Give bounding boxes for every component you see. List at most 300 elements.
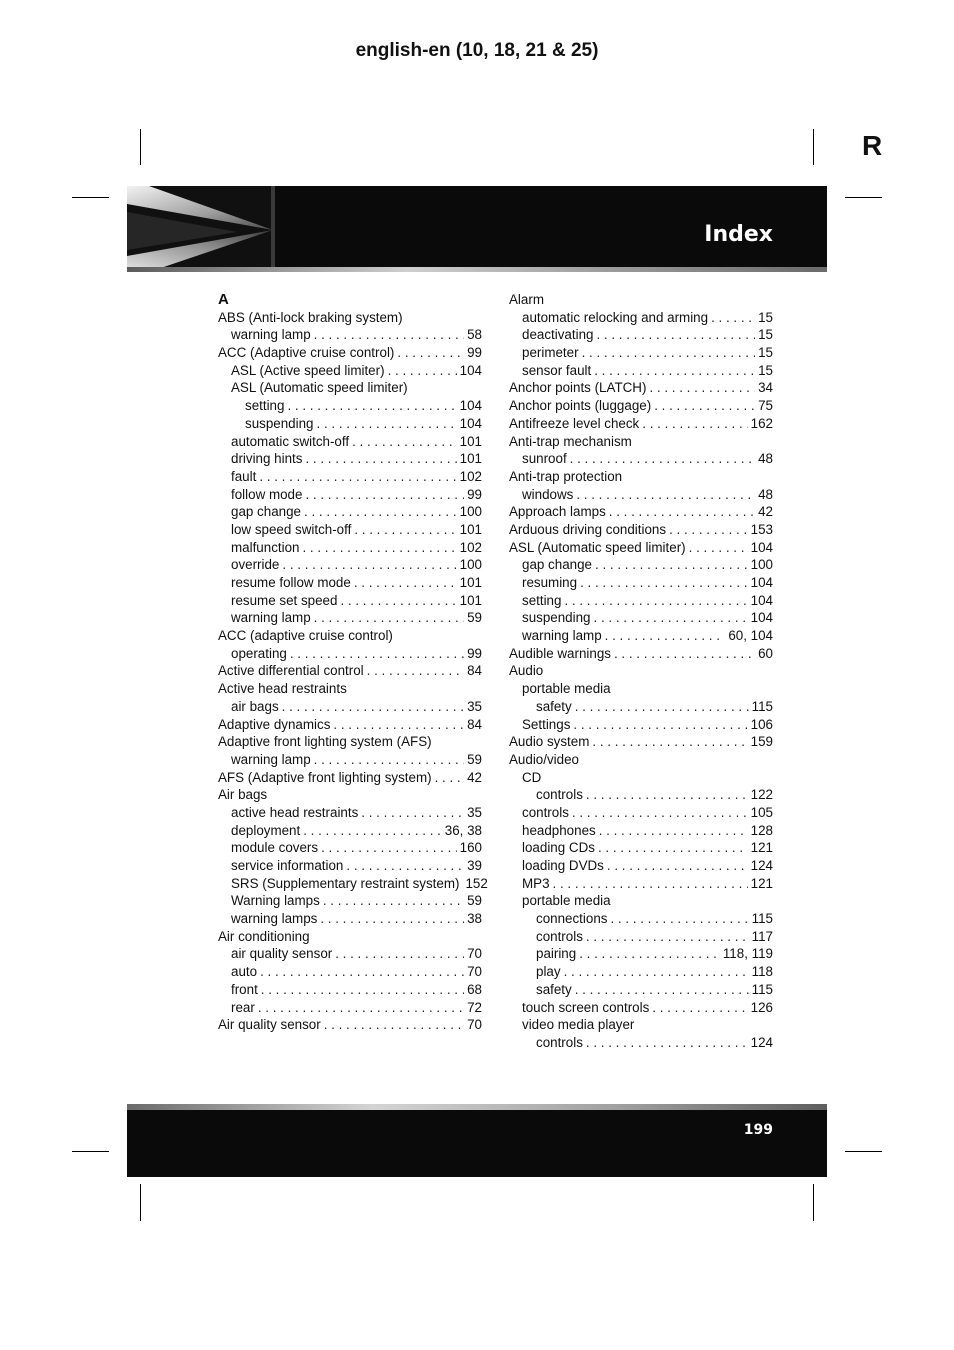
leader-dots	[596, 326, 755, 344]
leader-dots	[649, 379, 755, 397]
index-entry-text: CD	[522, 769, 542, 785]
leader-dots	[575, 698, 749, 716]
index-entry-page: 35	[467, 804, 482, 820]
leader-dots	[599, 822, 748, 840]
leader-dots	[259, 468, 456, 486]
index-entry-page: 121	[750, 840, 773, 856]
index-entry-page: 115	[751, 981, 773, 997]
index-entry-page: 68	[467, 981, 482, 997]
index-entry	[218, 503, 482, 521]
index-entry-page: 115	[751, 698, 773, 714]
index-entry-text: resuming	[522, 575, 578, 590]
index-entry-text: Settings	[522, 716, 571, 732]
index-entry-page: 104	[459, 398, 482, 414]
index-entry-text: Anti-trap protection	[509, 468, 623, 484]
index-entry-text: fault	[231, 468, 257, 484]
footer-bar	[127, 1104, 827, 1177]
index-entry	[509, 786, 773, 804]
index-entry-page: 104	[750, 575, 773, 590]
index-entry	[509, 716, 773, 734]
crop-mark	[140, 129, 141, 165]
leader-dots	[340, 592, 456, 610]
index-entry	[218, 680, 482, 698]
leader-dots	[689, 539, 748, 557]
index-entry	[218, 574, 482, 592]
leader-dots	[397, 344, 464, 362]
index-entry	[509, 521, 773, 539]
leader-dots	[321, 839, 457, 857]
index-entry-page: 84	[467, 716, 482, 732]
index-entry	[218, 751, 482, 769]
leader-dots	[570, 450, 755, 468]
leader-dots	[305, 450, 456, 468]
index-entry	[509, 1016, 773, 1034]
index-entry-text: automatic switch-off	[231, 433, 350, 449]
leader-dots	[553, 875, 748, 893]
index-entry-text: operating	[231, 645, 287, 661]
leader-dots	[652, 999, 747, 1017]
leader-dots	[302, 539, 456, 557]
index-entry	[218, 822, 482, 840]
index-entry	[218, 875, 488, 893]
index-entry	[509, 309, 773, 327]
index-entry	[218, 627, 482, 645]
index-entry	[218, 344, 482, 362]
index-entry-page: 70	[467, 964, 482, 980]
leader-dots	[305, 486, 464, 504]
index-entry-page: 38	[467, 911, 482, 927]
index-entry-page: 101	[459, 592, 482, 608]
index-entry-text: A	[218, 291, 229, 308]
index-entry	[509, 344, 773, 362]
index-entry-text: Approach lamps	[509, 504, 606, 520]
index-column-left	[218, 291, 488, 1034]
index-entry-text: controls	[522, 804, 569, 820]
index-entry	[509, 326, 773, 344]
index-entry	[509, 892, 773, 910]
index-entry-text: ACC (adaptive cruise control)	[218, 628, 393, 644]
index-entry-page: 42	[758, 504, 773, 520]
index-entry-page: 100	[459, 557, 482, 573]
leader-dots	[287, 397, 456, 415]
index-entry	[509, 963, 773, 981]
index-entry-text: warning lamp	[231, 751, 311, 767]
index-entry	[509, 503, 773, 521]
index-entry-page: 15	[758, 327, 773, 343]
index-entry-page: 126	[750, 999, 773, 1015]
crop-mark	[845, 1151, 882, 1152]
index-entry	[509, 733, 773, 751]
index-entry	[218, 910, 482, 928]
index-entry-page: 121	[750, 875, 773, 891]
index-entry	[218, 468, 482, 486]
index-entry-page: 34	[758, 380, 773, 396]
index-entry-text: portable media	[522, 893, 611, 909]
index-entry	[509, 839, 773, 857]
index-entry-page: 106	[750, 716, 773, 732]
index-entry-page: 36, 38	[444, 822, 482, 838]
leader-dots	[614, 645, 755, 663]
index-entry	[509, 981, 773, 999]
leader-dots	[579, 945, 720, 963]
index-entry-text: module covers	[231, 840, 319, 856]
index-entry-page: 72	[467, 999, 482, 1015]
index-entry	[509, 486, 773, 504]
leader-dots	[573, 716, 747, 734]
leader-dots	[586, 928, 749, 946]
index-entry	[509, 556, 773, 574]
index-entry-text: resume set speed	[231, 592, 338, 608]
index-entry	[218, 362, 482, 380]
index-entry-page: 84	[467, 663, 482, 679]
leader-dots	[388, 362, 457, 380]
index-entry-text: Audio system	[509, 734, 590, 750]
index-entry-text: sensor fault	[522, 362, 592, 378]
index-entry	[218, 662, 482, 680]
index-entry	[218, 769, 482, 787]
index-entry-page: 162	[750, 415, 773, 431]
leader-dots	[282, 698, 464, 716]
crop-mark	[72, 1151, 109, 1152]
index-entry-text: MP3	[522, 875, 550, 891]
index-entry-page: 115	[751, 911, 773, 927]
index-entry-text: pairing	[536, 946, 577, 962]
leader-dots	[594, 609, 748, 627]
chevron-logo-graphic	[127, 186, 275, 272]
index-entry-text: ACC (Adaptive cruise control)	[218, 345, 395, 361]
index-entry	[218, 397, 482, 415]
index-entry-page: 124	[750, 1034, 773, 1050]
index-entry-text: controls	[536, 928, 583, 944]
index-entry	[218, 963, 482, 981]
index-entry-text: gap change	[231, 504, 301, 520]
page-number: 199	[743, 1122, 773, 1138]
index-entry	[509, 822, 773, 840]
index-entry	[218, 379, 482, 397]
index-entry-text: setting	[522, 592, 562, 608]
index-entry-text: active head restraints	[231, 804, 359, 820]
index-entry-page: 70	[467, 946, 482, 962]
index-entry-text: connections	[536, 911, 608, 927]
index-entry-page: 160	[459, 840, 482, 856]
index-entry-text: windows	[522, 486, 574, 502]
index-entry-page: 59	[467, 610, 482, 626]
index-entry-page: 15	[758, 309, 773, 325]
index-entry	[218, 309, 482, 327]
index-entry-page: 15	[758, 362, 773, 378]
leader-dots	[598, 839, 748, 857]
crop-mark	[813, 129, 814, 165]
index-entry	[218, 698, 482, 716]
index-entry-text: Antifreeze level check	[509, 415, 640, 431]
index-entry	[218, 804, 482, 822]
index-entry-text: safety	[536, 981, 572, 997]
index-entry-text: front	[231, 981, 258, 997]
index-entry-page: 105	[750, 804, 773, 820]
index-entry-text: ASL (Active speed limiter)	[231, 362, 385, 378]
index-entry-text: perimeter	[522, 345, 579, 361]
index-entry	[509, 433, 773, 451]
index-entry-text: warning lamp	[522, 628, 602, 644]
index-entry	[218, 450, 482, 468]
crop-mark	[140, 1184, 141, 1221]
index-entry-page: 100	[750, 557, 773, 573]
leader-dots	[582, 344, 756, 362]
index-entry-text: video media player	[522, 1017, 635, 1033]
leader-dots	[669, 521, 748, 539]
index-entry-text: air quality sensor	[231, 946, 333, 962]
leader-dots	[323, 892, 464, 910]
index-entry-text: loading CDs	[522, 840, 595, 856]
leader-dots	[592, 733, 747, 751]
index-entry	[509, 857, 773, 875]
leader-dots	[435, 769, 465, 787]
index-entry-page: 60, 104	[728, 628, 773, 644]
index-entry	[509, 291, 773, 309]
index-entry	[509, 662, 773, 680]
index-entry	[218, 539, 482, 557]
index-entry	[509, 574, 773, 592]
index-entry	[218, 786, 482, 804]
index-entry	[509, 362, 773, 380]
section-letter: R	[862, 130, 883, 161]
index-entry-text: suspending	[245, 415, 314, 431]
index-entry	[218, 486, 482, 504]
index-entry-text: deactivating	[522, 327, 594, 343]
leader-dots	[595, 556, 748, 574]
index-entry	[509, 1034, 773, 1052]
index-column-right	[509, 291, 773, 1052]
print-header: english-en (10, 18, 21 & 25)	[355, 40, 599, 61]
index-entry-page: 118, 119	[722, 946, 773, 962]
index-entry-text: Air bags	[218, 787, 268, 803]
index-entry	[218, 433, 482, 451]
leader-dots	[572, 804, 748, 822]
index-entry	[509, 875, 773, 893]
index-entry-page: 100	[459, 504, 482, 520]
leader-dots	[609, 503, 755, 521]
index-entry-text: Warning lamps	[231, 893, 320, 909]
index-entry	[509, 928, 773, 946]
index-entry-page: 124	[750, 858, 773, 873]
leader-dots	[610, 910, 748, 928]
index-entry-page: 101	[459, 433, 482, 449]
crop-mark	[72, 197, 109, 198]
index-entry	[509, 804, 773, 822]
index-entry	[509, 415, 773, 433]
index-entry-page: 59	[467, 751, 482, 767]
index-entry-page: 70	[467, 1017, 482, 1033]
index-entry	[509, 698, 773, 716]
index-entry-page: 104	[750, 592, 773, 608]
index-entry-page: 104	[750, 539, 773, 555]
index-entry	[509, 751, 773, 769]
index-entry-text: portable media	[522, 681, 611, 697]
index-entry	[509, 945, 773, 963]
index-entry	[218, 415, 482, 433]
index-entry	[218, 981, 482, 999]
index-banner	[127, 186, 827, 272]
index-entry-text: controls	[536, 787, 583, 803]
index-entry-page: 104	[750, 610, 773, 626]
index-entry	[509, 627, 773, 645]
index-entry-text: ASL (Automatic speed limiter)	[509, 539, 686, 555]
leader-dots	[304, 503, 457, 521]
leader-dots	[361, 804, 464, 822]
index-entry-text: controls	[536, 1034, 583, 1050]
index-entry-text: warning lamp	[231, 327, 311, 343]
index-entry	[218, 839, 482, 857]
index-entry	[218, 645, 482, 663]
index-entry-text: Air conditioning	[218, 928, 310, 944]
leader-dots	[290, 645, 464, 663]
leader-dots	[258, 999, 464, 1017]
index-entry-page: 101	[459, 575, 482, 590]
index-entry-text: Adaptive dynamics	[218, 716, 331, 732]
index-entry	[218, 928, 482, 946]
index-entry-text: ABS (Anti-lock braking system)	[218, 309, 403, 325]
leader-dots	[303, 822, 442, 840]
leader-dots	[580, 574, 748, 592]
index-entry-text: Adaptive front lighting system (AFS)	[218, 734, 432, 750]
index-entry-page: 48	[758, 486, 773, 502]
index-entry	[218, 521, 482, 539]
index-entry-page: 99	[467, 486, 482, 502]
index-entry-page: 48	[758, 451, 773, 467]
index-entry-page: 118	[751, 964, 773, 980]
index-entry	[218, 945, 482, 963]
index-entry-text: Alarm	[509, 292, 544, 307]
leader-dots	[586, 786, 748, 804]
leader-dots	[314, 609, 464, 627]
index-entry-page: 75	[758, 398, 773, 414]
index-entry	[218, 609, 482, 627]
index-entry-text: Anchor points (luggage)	[509, 398, 652, 414]
index-entry	[218, 556, 482, 574]
leader-dots	[564, 963, 749, 981]
index-entry-text: driving hints	[231, 451, 303, 467]
leader-dots	[594, 362, 755, 380]
index-entry	[509, 769, 773, 787]
index-entry-text: override	[231, 557, 280, 573]
index-entry-text: play	[536, 964, 561, 980]
leader-dots	[317, 415, 457, 433]
leader-dots	[654, 397, 755, 415]
index-entry	[509, 397, 773, 415]
leader-dots	[346, 857, 464, 875]
index-entry-text: malfunction	[231, 539, 300, 555]
index-entry-text: Audible warnings	[509, 645, 611, 661]
index-entry-page: 58	[467, 327, 482, 343]
index-entry-text: Active differential control	[218, 663, 364, 679]
index-entry	[218, 857, 482, 875]
index-entry-text: warning lamps	[231, 911, 318, 927]
footer-highlight-strip	[127, 1104, 827, 1110]
index-entry-page: 104	[459, 362, 482, 378]
leader-dots	[314, 326, 464, 344]
leader-dots	[575, 981, 749, 999]
index-entry-text: ASL (Automatic speed limiter)	[231, 380, 408, 396]
index-entry-page: 117	[751, 928, 773, 944]
leader-dots	[352, 433, 457, 451]
leader-dots	[320, 910, 464, 928]
index-entry-page: 35	[467, 698, 482, 714]
leader-dots	[711, 309, 755, 327]
index-entry-text: touch screen controls	[522, 999, 650, 1015]
index-entry	[509, 379, 773, 397]
index-entry-page: 99	[467, 645, 482, 661]
index-entry-page: 101	[459, 451, 482, 467]
index-entry-text: AFS (Adaptive front lighting system)	[218, 769, 432, 785]
banner-highlight-strip	[127, 267, 827, 272]
index-entry-page: 152	[465, 875, 488, 891]
index-entry-page: 153	[750, 521, 773, 537]
index-entry-text: Air quality sensor	[218, 1017, 321, 1033]
index-entry	[218, 716, 482, 734]
index-entry-page: 104	[459, 415, 482, 431]
index-entry	[509, 999, 773, 1017]
index-entry	[509, 592, 773, 610]
crop-mark	[813, 1184, 814, 1221]
index-entry-page: 15	[758, 345, 773, 361]
index-entry-text: sunroof	[522, 451, 567, 467]
index-entry	[509, 680, 773, 698]
leader-dots	[605, 627, 726, 645]
index-entry-text: automatic relocking and arming	[522, 309, 709, 325]
index-entry-page: 102	[459, 468, 482, 484]
index-entry-page: 101	[459, 521, 482, 537]
index-entry-text: safety	[536, 698, 572, 714]
index-entry-text: Audio	[509, 663, 544, 679]
index-entry	[509, 539, 773, 557]
leader-dots	[324, 1016, 464, 1034]
index-entry	[218, 326, 482, 344]
index-entry-text: low speed switch-off	[231, 521, 352, 537]
leader-dots	[333, 716, 464, 734]
index-entry	[509, 910, 773, 928]
index-entry-text: loading DVDs	[522, 858, 604, 873]
leader-dots	[354, 521, 456, 539]
index-entry-text: SRS (Supplementary restraint system)	[231, 875, 460, 891]
index-entry-text: resume follow mode	[231, 575, 351, 590]
index-entry-text: setting	[245, 398, 285, 414]
index-entry-text: Anti-trap mechanism	[509, 433, 632, 449]
leader-dots	[367, 662, 464, 680]
index-entry-page: 159	[750, 734, 773, 750]
index-entry-text: gap change	[522, 557, 592, 573]
index-entry-text: Anchor points (LATCH)	[509, 380, 647, 396]
index-entry-text: headphones	[522, 822, 596, 838]
index-entry-page: 59	[467, 893, 482, 909]
index-entry-page: 99	[467, 345, 482, 361]
index-entry-text: auto	[231, 964, 258, 980]
page-title: Index	[704, 222, 773, 247]
leader-dots	[564, 592, 747, 610]
leader-dots	[335, 945, 464, 963]
leader-dots	[586, 1034, 748, 1052]
index-entry-text: follow mode	[231, 486, 303, 502]
index-letter-heading	[218, 291, 482, 309]
index-entry	[218, 1016, 482, 1034]
index-entry	[218, 592, 482, 610]
leader-dots	[314, 751, 464, 769]
index-entry-text: Active head restraints	[218, 681, 347, 697]
index-entry-text: service information	[231, 858, 344, 873]
index-entry-text: Audio/video	[509, 751, 579, 767]
index-entry	[509, 609, 773, 627]
index-entry-page: 42	[467, 769, 482, 785]
leader-dots	[354, 574, 457, 592]
